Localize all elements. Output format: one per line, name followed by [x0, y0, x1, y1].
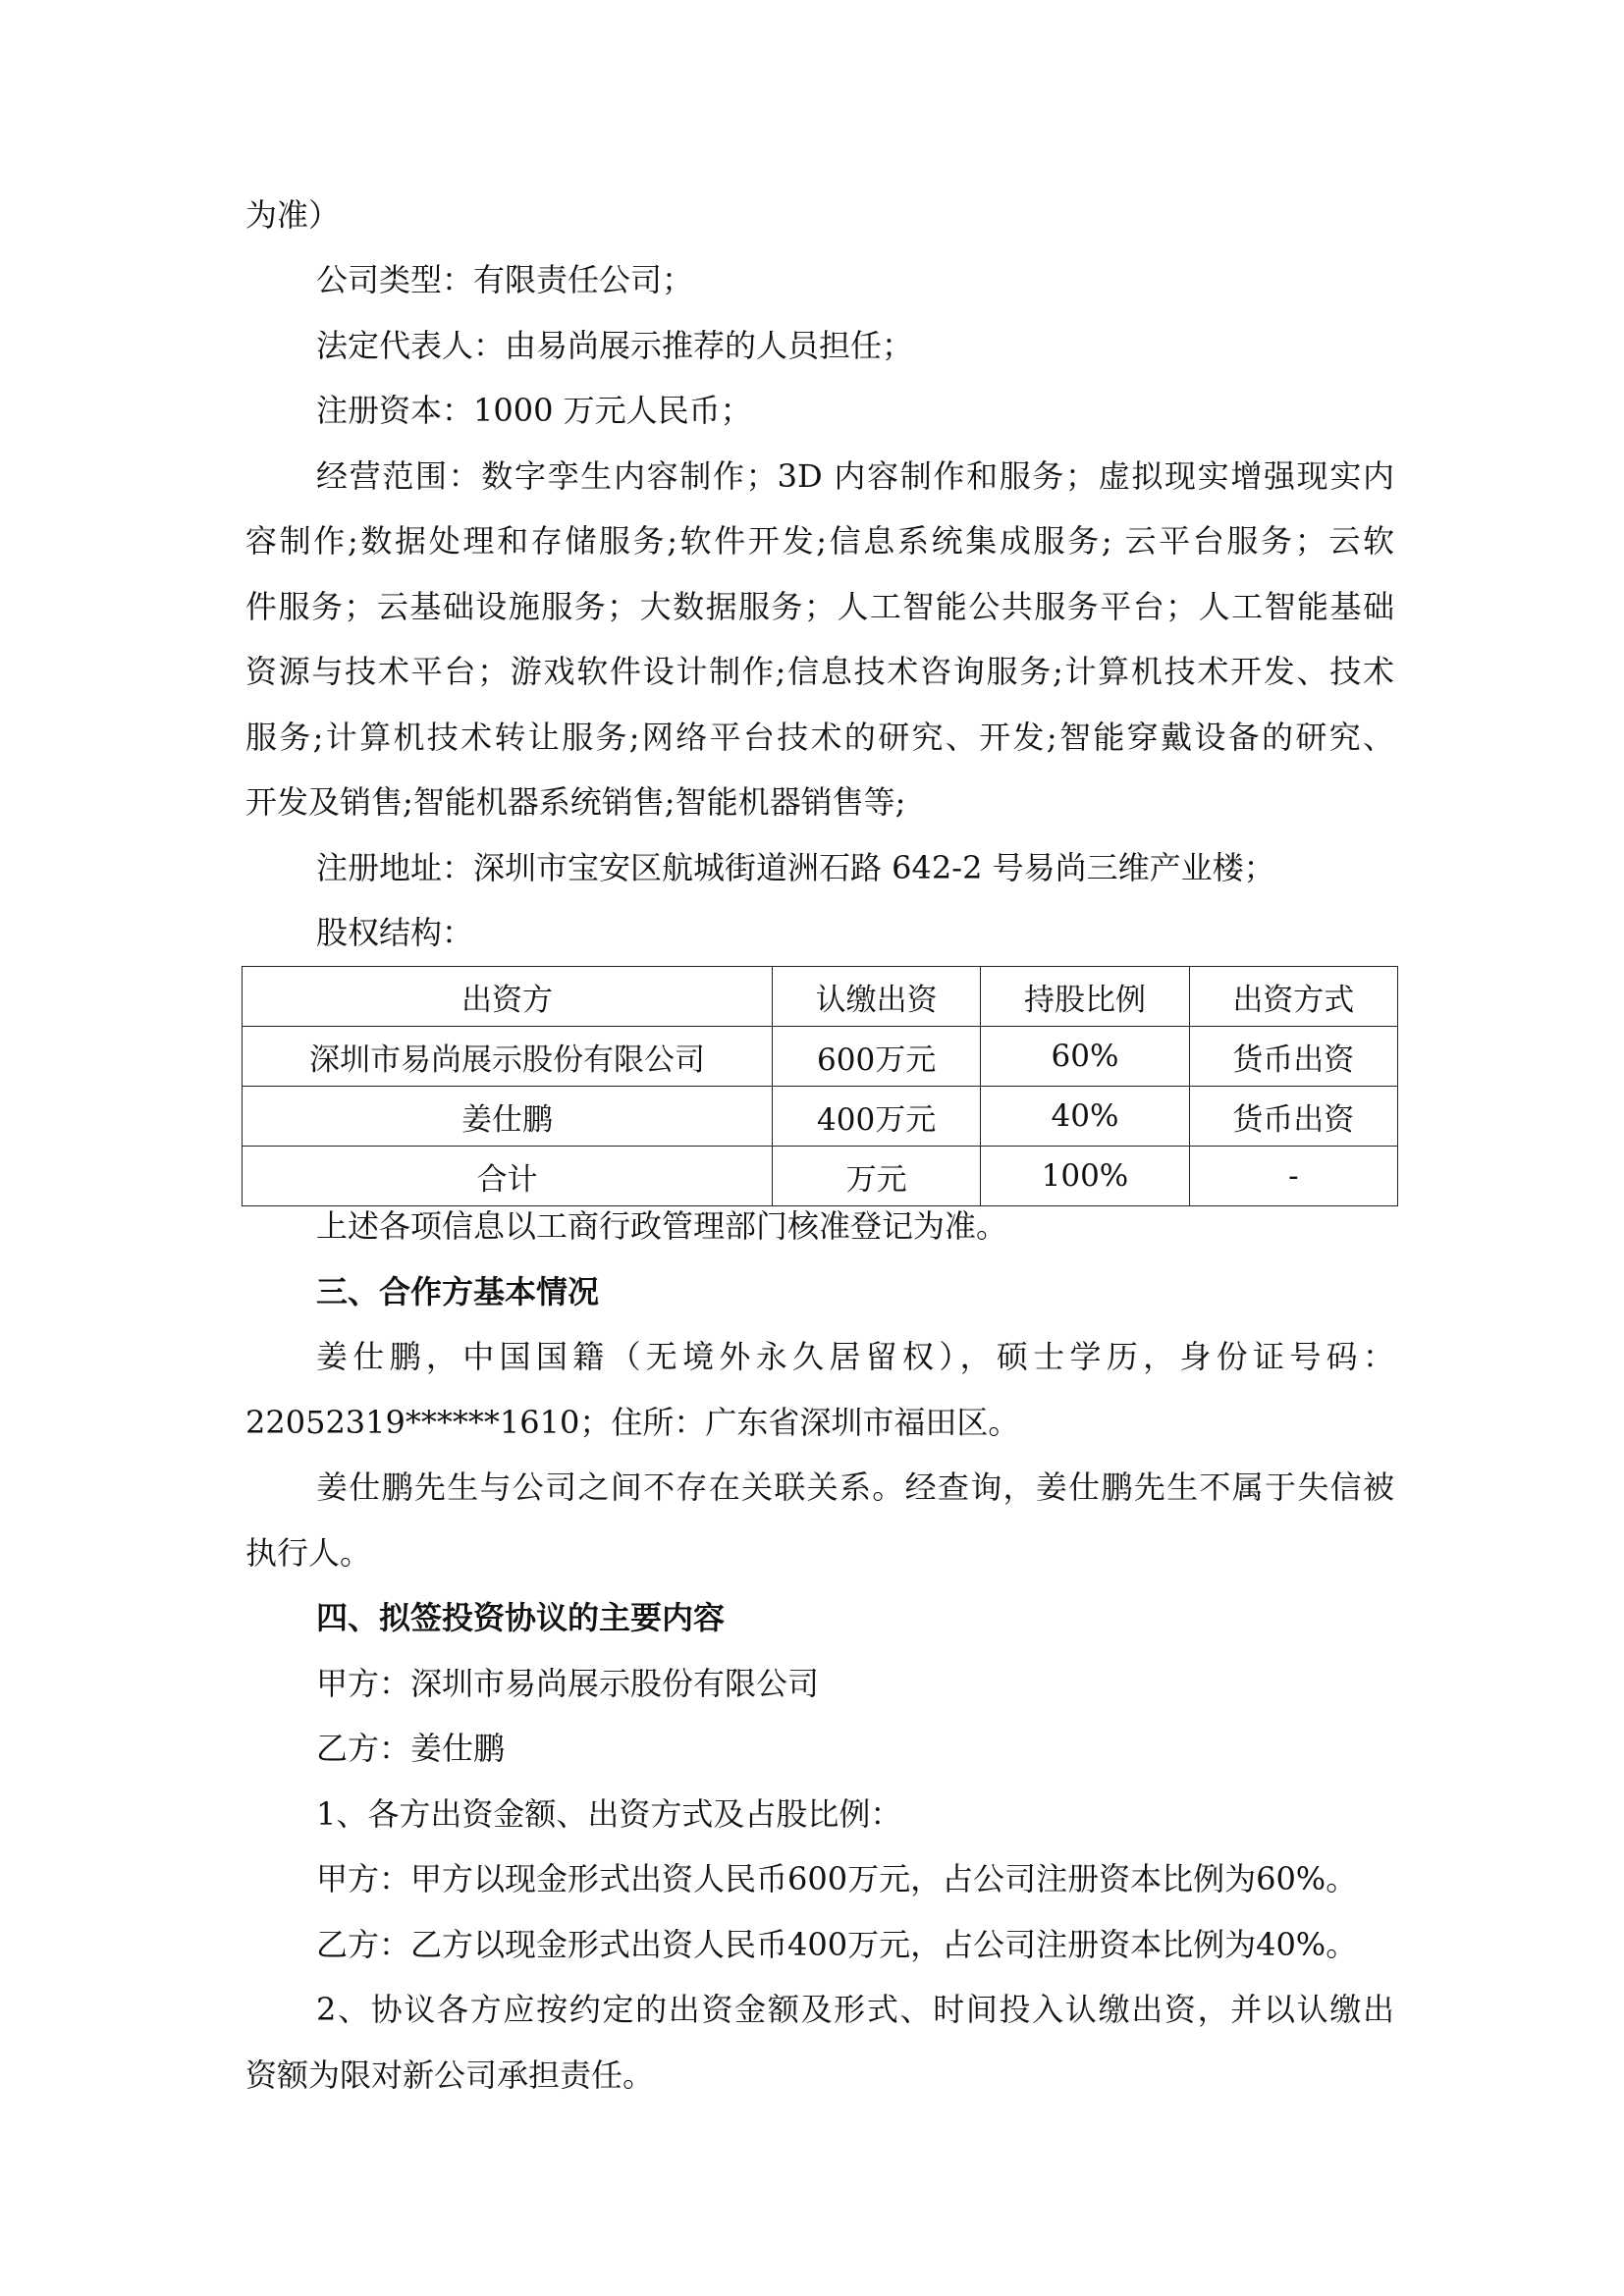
table-cell: 100%	[981, 1147, 1189, 1206]
clause-2-line: 2、协议各方应按约定的出资金额及形式、时间投入认缴出资，并以认缴出	[316, 1991, 1394, 2028]
business-scope-line: 服务;计算机技术转让服务;网络平台技术的研究、开发;智能穿戴设备的研究、	[245, 719, 1394, 756]
business-scope-line: 件服务；云基础设施服务；大数据服务；人工智能公共服务平台；人工智能基础	[245, 588, 1394, 625]
table-header-cell: 出资方	[243, 967, 773, 1027]
table-cell: 货币出资	[1189, 1027, 1397, 1087]
table-header-cell: 持股比例	[981, 967, 1189, 1027]
table-note: 上述各项信息以工商行政管理部门核准登记为准。	[316, 1207, 1008, 1245]
table-header-cell: 出资方式	[1189, 967, 1397, 1027]
relation-info-line: 执行人。	[245, 1534, 372, 1572]
clause-1-party-a: 甲方：甲方以现金形式出资人民币600万元，占公司注册资本比例为60%。	[316, 1860, 1358, 1897]
business-scope-line: 资源与技术平台；游戏软件设计制作;信息技术咨询服务;计算机技术开发、技术	[245, 653, 1394, 690]
registered-capital: 注册资本：1000 万元人民币；	[316, 392, 752, 429]
table-header-cell: 认缴出资	[772, 967, 980, 1027]
party-b: 乙方：姜仕鹏	[316, 1730, 506, 1767]
legal-representative: 法定代表人：由易尚展示推荐的人员担任；	[316, 327, 914, 364]
equity-structure-table	[242, 966, 1398, 1206]
table-cell: 600万元	[772, 1027, 980, 1087]
table-cell: 姜仕鹏	[243, 1087, 773, 1147]
table-row	[243, 1087, 1398, 1147]
table-cell: -	[1189, 1147, 1397, 1206]
table-cell: 货币出资	[1189, 1087, 1397, 1147]
table-row	[243, 1027, 1398, 1087]
table-total-row	[243, 1147, 1398, 1206]
clause-1: 1、各方出资金额、出资方式及占股比例：	[316, 1795, 902, 1833]
registered-address: 注册地址：深圳市宝安区航城街道洲石路 642-2 号易尚三维产业楼；	[316, 849, 1275, 886]
company-type: 公司类型：有限责任公司；	[316, 261, 694, 298]
partner-info-line: 22052319******1610；住所：广东省深圳市福田区。	[245, 1404, 1020, 1441]
table-cell: 深圳市易尚展示股份有限公司	[243, 1027, 773, 1087]
clause-2-line: 资额为限对新公司承担责任。	[245, 2056, 655, 2094]
partner-info-line: 姜仕鹏，中国国籍（无境外永久居留权），硕士学历，身份证号码：	[316, 1338, 1394, 1375]
business-scope-line: 开发及销售;智能机器系统销售;智能机器销售等;	[245, 783, 906, 821]
party-a: 甲方：深圳市易尚展示股份有限公司	[316, 1665, 820, 1702]
relation-info-line: 姜仕鹏先生与公司之间不存在关联关系。经查询，姜仕鹏先生不属于失信被	[316, 1468, 1394, 1506]
table-cell: 合计	[243, 1147, 773, 1206]
business-scope-line: 容制作;数据处理和存储服务;软件开发;信息系统集成服务; 云平台服务；云软	[245, 522, 1394, 560]
table-cell: 万元	[772, 1147, 980, 1206]
business-scope-line: 经营范围：数字孪生内容制作；3D 内容制作和服务；虚拟现实增强现实内	[316, 457, 1394, 495]
table-header-row	[243, 967, 1398, 1027]
equity-structure-label: 股权结构：	[316, 914, 474, 951]
table-cell: 400万元	[772, 1087, 980, 1147]
paragraph-continuation: 为准）	[245, 196, 341, 234]
clause-1-party-b: 乙方：乙方以现金形式出资人民币400万元，占公司注册资本比例为40%。	[316, 1926, 1358, 1963]
table-cell: 40%	[981, 1087, 1189, 1147]
section-heading-4: 四、拟签投资协议的主要内容	[316, 1599, 726, 1636]
table-cell: 60%	[981, 1027, 1189, 1087]
section-heading-3: 三、合作方基本情况	[316, 1273, 600, 1310]
